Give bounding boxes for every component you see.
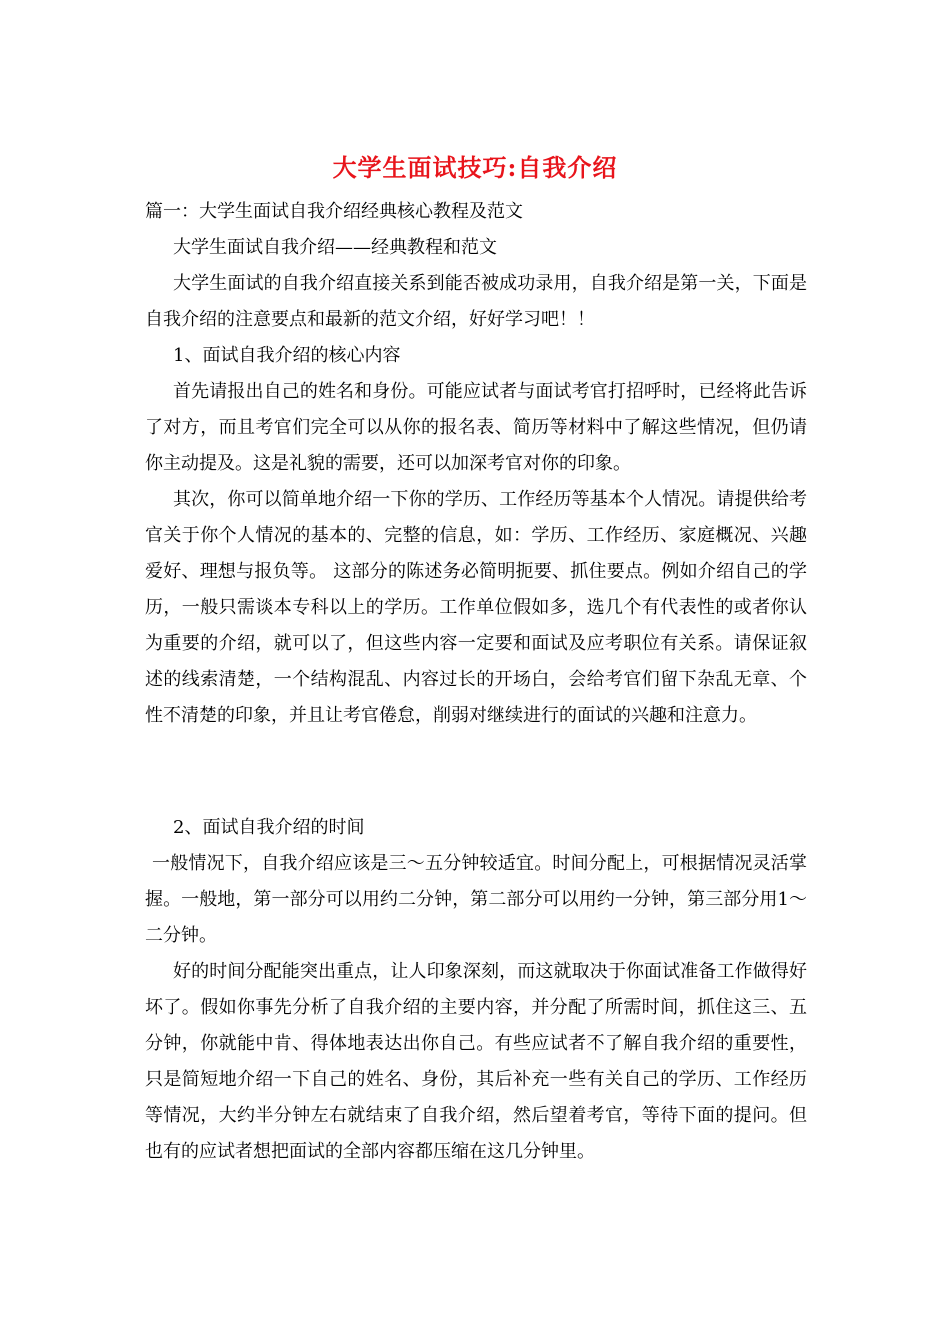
paragraph-background: 其次，你可以简单地介绍一下你的学历、工作经历等基本个人情况。请提供给考官关于你个人情况的基本的、完整的信息，如：学历、工作经历、家庭概况、兴趣爱好、理想与报负等。 这部分的陈述务必简明扼要、抓住要点。例如介绍自己的学历，一般只需谈本专科以上的学历。工作单位假如多，选几个有代表性的或者你认为重要的介绍，就可以了，但这些内容一定要和面试及应考职位有关系。请保证叙述的线索清楚，一个结构混乱、内容过长的开场白，会给考官们留下杂乱无章、个性不清楚的印象，并且让考官倦怠，削弱对继续进行的面试的兴趣和注意力。 [145,489,807,726]
document-title: 大学生面试技巧:自我介绍 [332,153,618,182]
heading-core-content: 1、面试自我介绍的核心内容 [173,345,401,366]
section-heading: 篇一：大学生面试自我介绍经典核心教程及范文 [145,201,523,222]
paragraph-name-identity: 首先请报出自己的姓名和身份。可能应试者与面试考官打招呼时，已经将此告诉了对方，而且考官们完全可以从你的报名表、简历等材料中了解这些情况，但仍请你主动提及。这是礼貌的需要，还可以加深考官对你的印象。 [145,381,807,474]
heading-time: 2、面试自我介绍的时间 [173,817,365,838]
subtitle: 大学生面试自我介绍——经典教程和范文 [173,237,497,258]
paragraph-time-allocation: 一般情况下，自我介绍应该是三～五分钟较适宜。时间分配上，可根据情况灵活掌握。一般地，第一部分可以用约二分钟，第二部分可以用约一分钟，第三部分用1～二分钟。 [145,853,807,946]
paragraph-time-importance: 好的时间分配能突出重点，让人印象深刻，而这就取决于你面试准备工作做得好坏了。假如你事先分析了自我介绍的主要内容，并分配了所需时间，抓住这三、五分钟，你就能中肯、得体地表达出你自己。有些应试者不了解自我介绍的重要性，只是简短地介绍一下自己的姓名、身份，其后补充一些有关自己的学历、工作经历等情况，大约半分钟左右就结束了自我介绍，然后望着考官，等待下面的提问。但也有的应试者想把面试的全部内容都压缩在这几分钟里。 [145,961,807,1162]
paragraph-intro: 大学生面试的自我介绍直接关系到能否被成功录用，自我介绍是第一关，下面是自我介绍的注意要点和最新的范文介绍，好好学习吧！！ [145,273,807,330]
